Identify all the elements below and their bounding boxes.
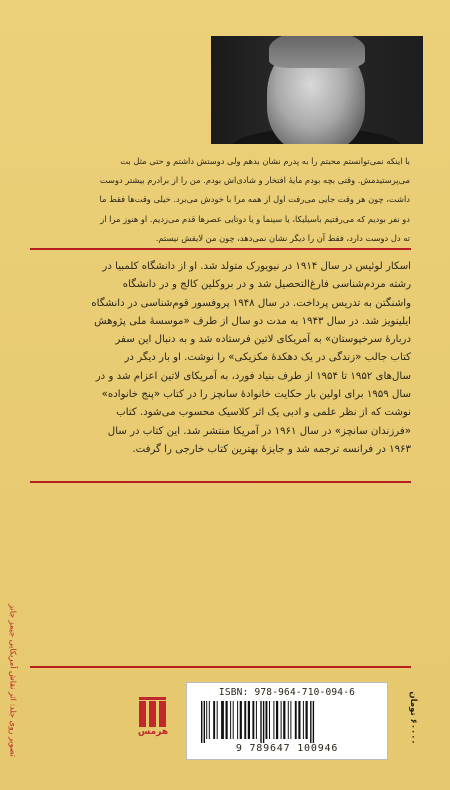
barcode-bar — [313, 701, 314, 743]
barcode-bar — [237, 701, 238, 739]
barcode-bar — [206, 701, 207, 739]
barcode-icon — [199, 701, 375, 743]
barcode-bar — [263, 701, 264, 743]
author-biography: اسکار لوئیس در سال ۱۹۱۴ در نیویورک متولد شد. او از دانشگاه کلمبیا در رشته مردم‌شناسی فارغ‌التحصیل شد و در بروکلین کالج و در دانشگاه واشنگتن به تدریس پرداخت. در سال ۱۹۴۸ پروفسور قوم‌شناسی در دانشگاه ایلینویز شد. در سال ۱۹۴۳ به مدت دو سال از طرف «موسسهٔ ملی پژوهش دربارهٔ سرخپوستان» به آمریکای لاتین فرستاده شد و به دنبال این سفر کتاب جالب «زندگی در یک دهکدهٔ مکزیکی» را نوشت. او بار دیگر در سال‌های ۱۹۵۲ تا ۱۹۵۴ از طرف بنیاد فورد، به آمریکای لاتین اعزام شد و در سال ۱۹۵۹ برای اولین بار حکایت خانوادهٔ سانچز را در کتاب «پنج خانواده» نوشت که از نظر علمی و ادبی یک اثر کلاسیک محسوب می‌شود. کتاب «فرزندان سانچز» در سال ۱۹۶۱ در آمریکا منتشر شد. این کتاب در سال ۱۹۶۳ در فرانسه ترجمه شد و جایزهٔ بهترین کتاب خارجی را گرفت. — [91, 261, 411, 455]
barcode-bar — [233, 701, 234, 739]
isbn-text: ISBN: 978-964-710-094-6 — [218, 687, 356, 698]
price-text: ۶۰۰۰۰ تومان — [408, 691, 418, 745]
barcode-bar — [217, 701, 218, 739]
barcode-bar — [204, 701, 205, 743]
barcode-bar — [281, 701, 282, 739]
barcode-bar — [209, 701, 210, 739]
barcode-bar — [240, 701, 242, 739]
photo-hair — [269, 36, 365, 68]
barcode-bar — [295, 701, 297, 739]
barcode-digits: 9 789647 100946 — [235, 743, 339, 754]
price-tag — [408, 676, 420, 762]
barcode-bar — [213, 701, 215, 739]
barcode-bar — [269, 701, 270, 739]
barcode-bar — [276, 701, 278, 739]
quote-paragraph: با اینکه نمی‌توانستم محبتم را به پدرم نشان بدهم ولی دوستش داشتم و حتی مثل بت می‌پرستیدمش. وقتی بچه بودم مایهٔ افتخار و شادی‌اش بودم. من را از برادرم بیشتر دوست داشت، چون هر وقت جایی می‌رفت اول از همه مرا با خودش می‌برد. خیلی وقت‌ها فقط ما دو نفر بودیم که می‌رفتیم باسیلیکا، یا سینما و یا دوتایی عصرها قدم می‌زدیم. او هنوز مرا از ته دل دوست دارد، فقط آن را دیگر نشان نمی‌دهد، چون من لایقش نیستم. — [99, 156, 410, 243]
barcode-bar — [310, 701, 311, 743]
logo-column — [149, 701, 156, 727]
publisher-name: هرمس — [137, 727, 169, 737]
logo-roof — [139, 697, 166, 700]
author-photo — [211, 36, 423, 144]
publisher-logo — [136, 694, 170, 738]
barcode-bar — [201, 701, 202, 743]
barcode-bar — [260, 701, 261, 743]
barcode-bar — [290, 701, 291, 739]
barcode-label — [186, 682, 388, 760]
barcode-bar — [244, 701, 246, 739]
barcode-bar — [230, 701, 231, 739]
barcode-bar — [288, 701, 289, 739]
barcode-bar — [303, 701, 304, 739]
barcode-bar — [226, 701, 228, 739]
barcode-bar — [256, 701, 257, 739]
divider-rule — [30, 666, 411, 668]
logo-column — [159, 701, 166, 727]
barcode-bar — [252, 701, 254, 739]
barcode-bar — [248, 701, 250, 739]
barcode-bar — [273, 701, 274, 739]
cover-credit-text: تصویر روی جلد: اثر نقاش آمریکایی جیمز جانز — [8, 604, 18, 757]
barcode-bar — [306, 701, 308, 739]
barcode-bar — [221, 701, 224, 739]
divider-rule — [30, 248, 411, 250]
cover-credit — [6, 574, 16, 788]
barcode-bar — [283, 701, 285, 739]
logo-column — [139, 701, 146, 727]
divider-rule — [30, 481, 411, 483]
barcode-bar — [298, 701, 300, 739]
barcode-bar — [266, 701, 268, 739]
